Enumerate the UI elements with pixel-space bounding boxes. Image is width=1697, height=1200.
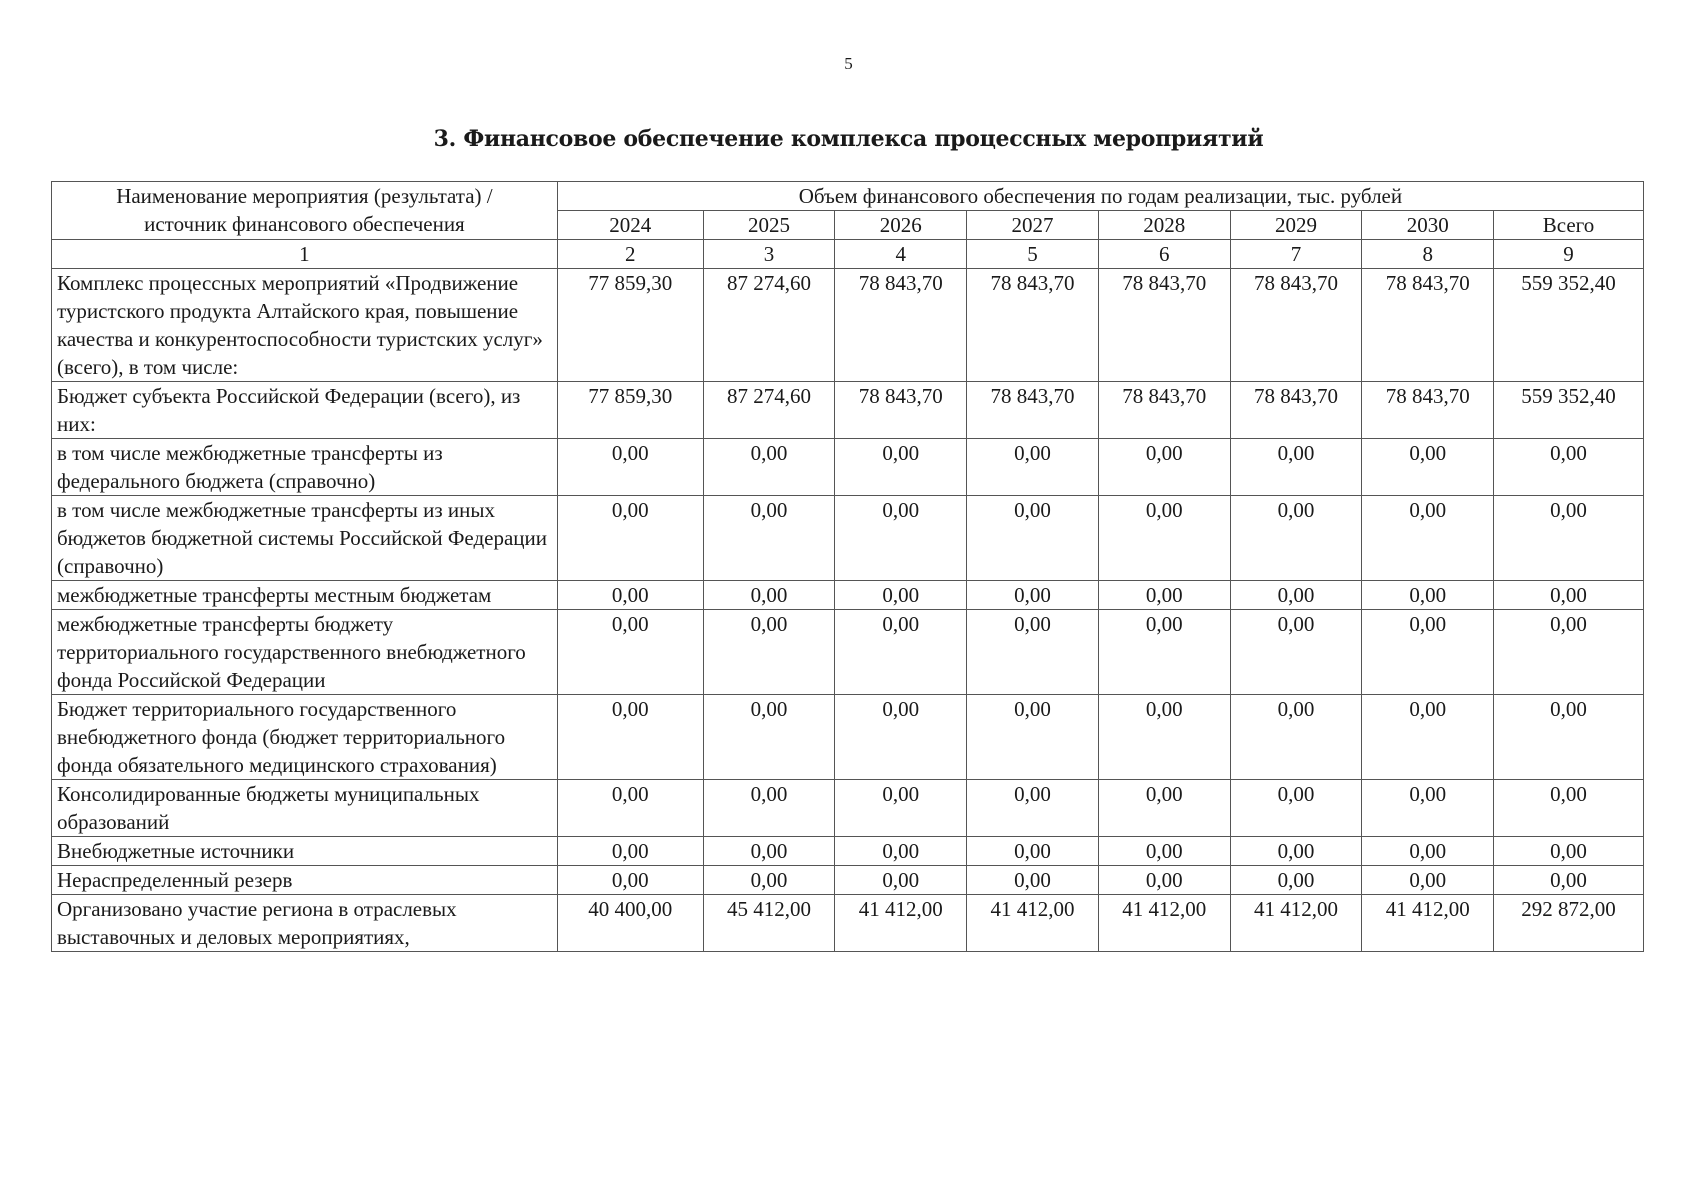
row-year-value: 0,00 xyxy=(703,581,835,610)
table-row xyxy=(52,895,1644,952)
header-name-cell xyxy=(52,182,558,240)
row-year-value: 0,00 xyxy=(557,866,703,895)
table-row xyxy=(52,269,1644,382)
row-year-value: 0,00 xyxy=(557,610,703,695)
row-year-value: 0,00 xyxy=(967,780,1099,837)
row-year-value: 0,00 xyxy=(967,439,1099,496)
table-row xyxy=(52,496,1644,581)
row-name: межбюджетные трансферты бюджету территориального государственного внебюджетного фонда Российской Федерации xyxy=(52,610,558,695)
header-row-1 xyxy=(52,182,1644,211)
row-year-value: 0,00 xyxy=(967,610,1099,695)
row-year-value: 78 843,70 xyxy=(1362,269,1494,382)
column-index: 8 xyxy=(1362,240,1494,269)
total-header: Всего xyxy=(1494,211,1644,240)
year-header: 2029 xyxy=(1230,211,1362,240)
row-year-value: 0,00 xyxy=(967,581,1099,610)
financing-table xyxy=(51,181,1644,952)
row-year-value: 78 843,70 xyxy=(835,269,967,382)
row-total-value: 0,00 xyxy=(1494,439,1644,496)
row-year-value: 0,00 xyxy=(1362,496,1494,581)
year-header: 2028 xyxy=(1098,211,1230,240)
row-year-value: 0,00 xyxy=(1230,496,1362,581)
row-year-value: 78 843,70 xyxy=(967,382,1099,439)
row-year-value: 0,00 xyxy=(1230,439,1362,496)
row-name: Бюджет субъекта Российской Федерации (всего), из них: xyxy=(52,382,558,439)
row-year-value: 0,00 xyxy=(967,837,1099,866)
row-year-value: 0,00 xyxy=(703,695,835,780)
row-year-value: 41 412,00 xyxy=(967,895,1099,952)
row-year-value: 41 412,00 xyxy=(1098,895,1230,952)
row-total-value: 0,00 xyxy=(1494,866,1644,895)
row-year-value: 0,00 xyxy=(1230,695,1362,780)
row-year-value: 0,00 xyxy=(1230,837,1362,866)
row-name: Бюджет территориального государственного внебюджетного фонда (бюджет территориального фонда обязательного медицинского страхования) xyxy=(52,695,558,780)
row-year-value: 78 843,70 xyxy=(967,269,1099,382)
row-year-value: 78 843,70 xyxy=(1098,269,1230,382)
row-year-value: 0,00 xyxy=(703,439,835,496)
table-row xyxy=(52,581,1644,610)
row-year-value: 0,00 xyxy=(1362,866,1494,895)
row-year-value: 0,00 xyxy=(835,610,967,695)
row-total-value: 0,00 xyxy=(1494,780,1644,837)
row-year-value: 78 843,70 xyxy=(1362,382,1494,439)
column-index: 2 xyxy=(557,240,703,269)
table-row xyxy=(52,837,1644,866)
row-year-value: 78 843,70 xyxy=(1230,269,1362,382)
row-name: Комплекс процессных мероприятий «Продвижение туристского продукта Алтайского края, повышение качества и конкурентоспособности туристских услуг» (всего), в том числе: xyxy=(52,269,558,382)
year-header: 2026 xyxy=(835,211,967,240)
row-year-value: 0,00 xyxy=(1098,780,1230,837)
row-name: Организовано участие региона в отраслевых выставочных и деловых мероприятиях, xyxy=(52,895,558,952)
row-total-value: 292 872,00 xyxy=(1494,895,1644,952)
column-index: 4 xyxy=(835,240,967,269)
row-year-value: 0,00 xyxy=(1362,695,1494,780)
row-year-value: 77 859,30 xyxy=(557,269,703,382)
table-row xyxy=(52,866,1644,895)
row-year-value: 0,00 xyxy=(557,439,703,496)
row-year-value: 0,00 xyxy=(1098,496,1230,581)
row-total-value: 0,00 xyxy=(1494,496,1644,581)
row-total-value: 0,00 xyxy=(1494,610,1644,695)
row-name: Внебюджетные источники xyxy=(52,837,558,866)
row-year-value: 0,00 xyxy=(835,496,967,581)
year-header: 2027 xyxy=(967,211,1099,240)
row-year-value: 41 412,00 xyxy=(1362,895,1494,952)
row-total-value: 559 352,40 xyxy=(1494,269,1644,382)
column-index: 3 xyxy=(703,240,835,269)
row-year-value: 0,00 xyxy=(835,581,967,610)
row-total-value: 0,00 xyxy=(1494,837,1644,866)
column-index: 5 xyxy=(967,240,1099,269)
row-year-value: 0,00 xyxy=(1230,610,1362,695)
row-year-value: 0,00 xyxy=(1362,837,1494,866)
table-row xyxy=(52,695,1644,780)
header-name-line2: источник финансового обеспечения xyxy=(144,212,465,236)
section-title: 3. Финансовое обеспечение комплекса процессных мероприятий xyxy=(433,126,1264,152)
row-year-value: 41 412,00 xyxy=(835,895,967,952)
row-year-value: 78 843,70 xyxy=(1098,382,1230,439)
column-index-row xyxy=(52,240,1644,269)
row-year-value: 0,00 xyxy=(557,496,703,581)
row-total-value: 0,00 xyxy=(1494,581,1644,610)
row-year-value: 0,00 xyxy=(557,780,703,837)
row-year-value: 0,00 xyxy=(557,837,703,866)
row-total-value: 0,00 xyxy=(1494,695,1644,780)
table-row xyxy=(52,439,1644,496)
row-year-value: 78 843,70 xyxy=(1230,382,1362,439)
row-year-value: 0,00 xyxy=(703,837,835,866)
row-year-value: 0,00 xyxy=(1098,610,1230,695)
table-row xyxy=(52,780,1644,837)
column-index: 7 xyxy=(1230,240,1362,269)
header-name-line1: Наименование мероприятия (результата) / xyxy=(116,184,493,208)
row-year-value: 0,00 xyxy=(1230,866,1362,895)
row-year-value: 40 400,00 xyxy=(557,895,703,952)
row-year-value: 0,00 xyxy=(1098,439,1230,496)
column-index: 1 xyxy=(52,240,558,269)
row-year-value: 0,00 xyxy=(967,866,1099,895)
column-index: 9 xyxy=(1494,240,1644,269)
row-year-value: 0,00 xyxy=(835,780,967,837)
row-year-value: 0,00 xyxy=(703,610,835,695)
year-header: 2024 xyxy=(557,211,703,240)
row-year-value: 87 274,60 xyxy=(703,382,835,439)
header-volume: Объем финансового обеспечения по годам реализации, тыс. рублей xyxy=(557,182,1643,211)
row-year-value: 0,00 xyxy=(1098,695,1230,780)
table-row xyxy=(52,610,1644,695)
row-name: в том числе межбюджетные трансферты из федерального бюджета (справочно) xyxy=(52,439,558,496)
row-year-value: 78 843,70 xyxy=(835,382,967,439)
row-year-value: 0,00 xyxy=(835,439,967,496)
row-year-value: 0,00 xyxy=(835,695,967,780)
year-header: 2030 xyxy=(1362,211,1494,240)
row-year-value: 0,00 xyxy=(557,695,703,780)
row-total-value: 559 352,40 xyxy=(1494,382,1644,439)
row-year-value: 0,00 xyxy=(703,866,835,895)
row-year-value: 0,00 xyxy=(1362,610,1494,695)
column-index: 6 xyxy=(1098,240,1230,269)
row-year-value: 0,00 xyxy=(967,695,1099,780)
row-year-value: 0,00 xyxy=(1362,581,1494,610)
row-year-value: 0,00 xyxy=(703,496,835,581)
year-header: 2025 xyxy=(703,211,835,240)
row-name: Консолидированные бюджеты муниципальных образований xyxy=(52,780,558,837)
row-year-value: 0,00 xyxy=(835,866,967,895)
row-year-value: 41 412,00 xyxy=(1230,895,1362,952)
row-year-value: 0,00 xyxy=(1362,780,1494,837)
row-year-value: 0,00 xyxy=(967,496,1099,581)
row-year-value: 77 859,30 xyxy=(557,382,703,439)
row-year-value: 45 412,00 xyxy=(703,895,835,952)
row-year-value: 0,00 xyxy=(1098,837,1230,866)
row-name: межбюджетные трансферты местным бюджетам xyxy=(52,581,558,610)
page-number: 5 xyxy=(844,54,853,73)
table-row xyxy=(52,382,1644,439)
row-year-value: 0,00 xyxy=(557,581,703,610)
row-year-value: 0,00 xyxy=(1098,581,1230,610)
row-year-value: 0,00 xyxy=(1230,780,1362,837)
row-year-value: 0,00 xyxy=(1230,581,1362,610)
table-body xyxy=(52,240,1644,952)
row-name: Нераспределенный резерв xyxy=(52,866,558,895)
row-year-value: 0,00 xyxy=(1098,866,1230,895)
row-year-value: 0,00 xyxy=(703,780,835,837)
row-year-value: 0,00 xyxy=(835,837,967,866)
row-name: в том числе межбюджетные трансферты из иных бюджетов бюджетной системы Российской Федерации (справочно) xyxy=(52,496,558,581)
row-year-value: 0,00 xyxy=(1362,439,1494,496)
row-year-value: 87 274,60 xyxy=(703,269,835,382)
